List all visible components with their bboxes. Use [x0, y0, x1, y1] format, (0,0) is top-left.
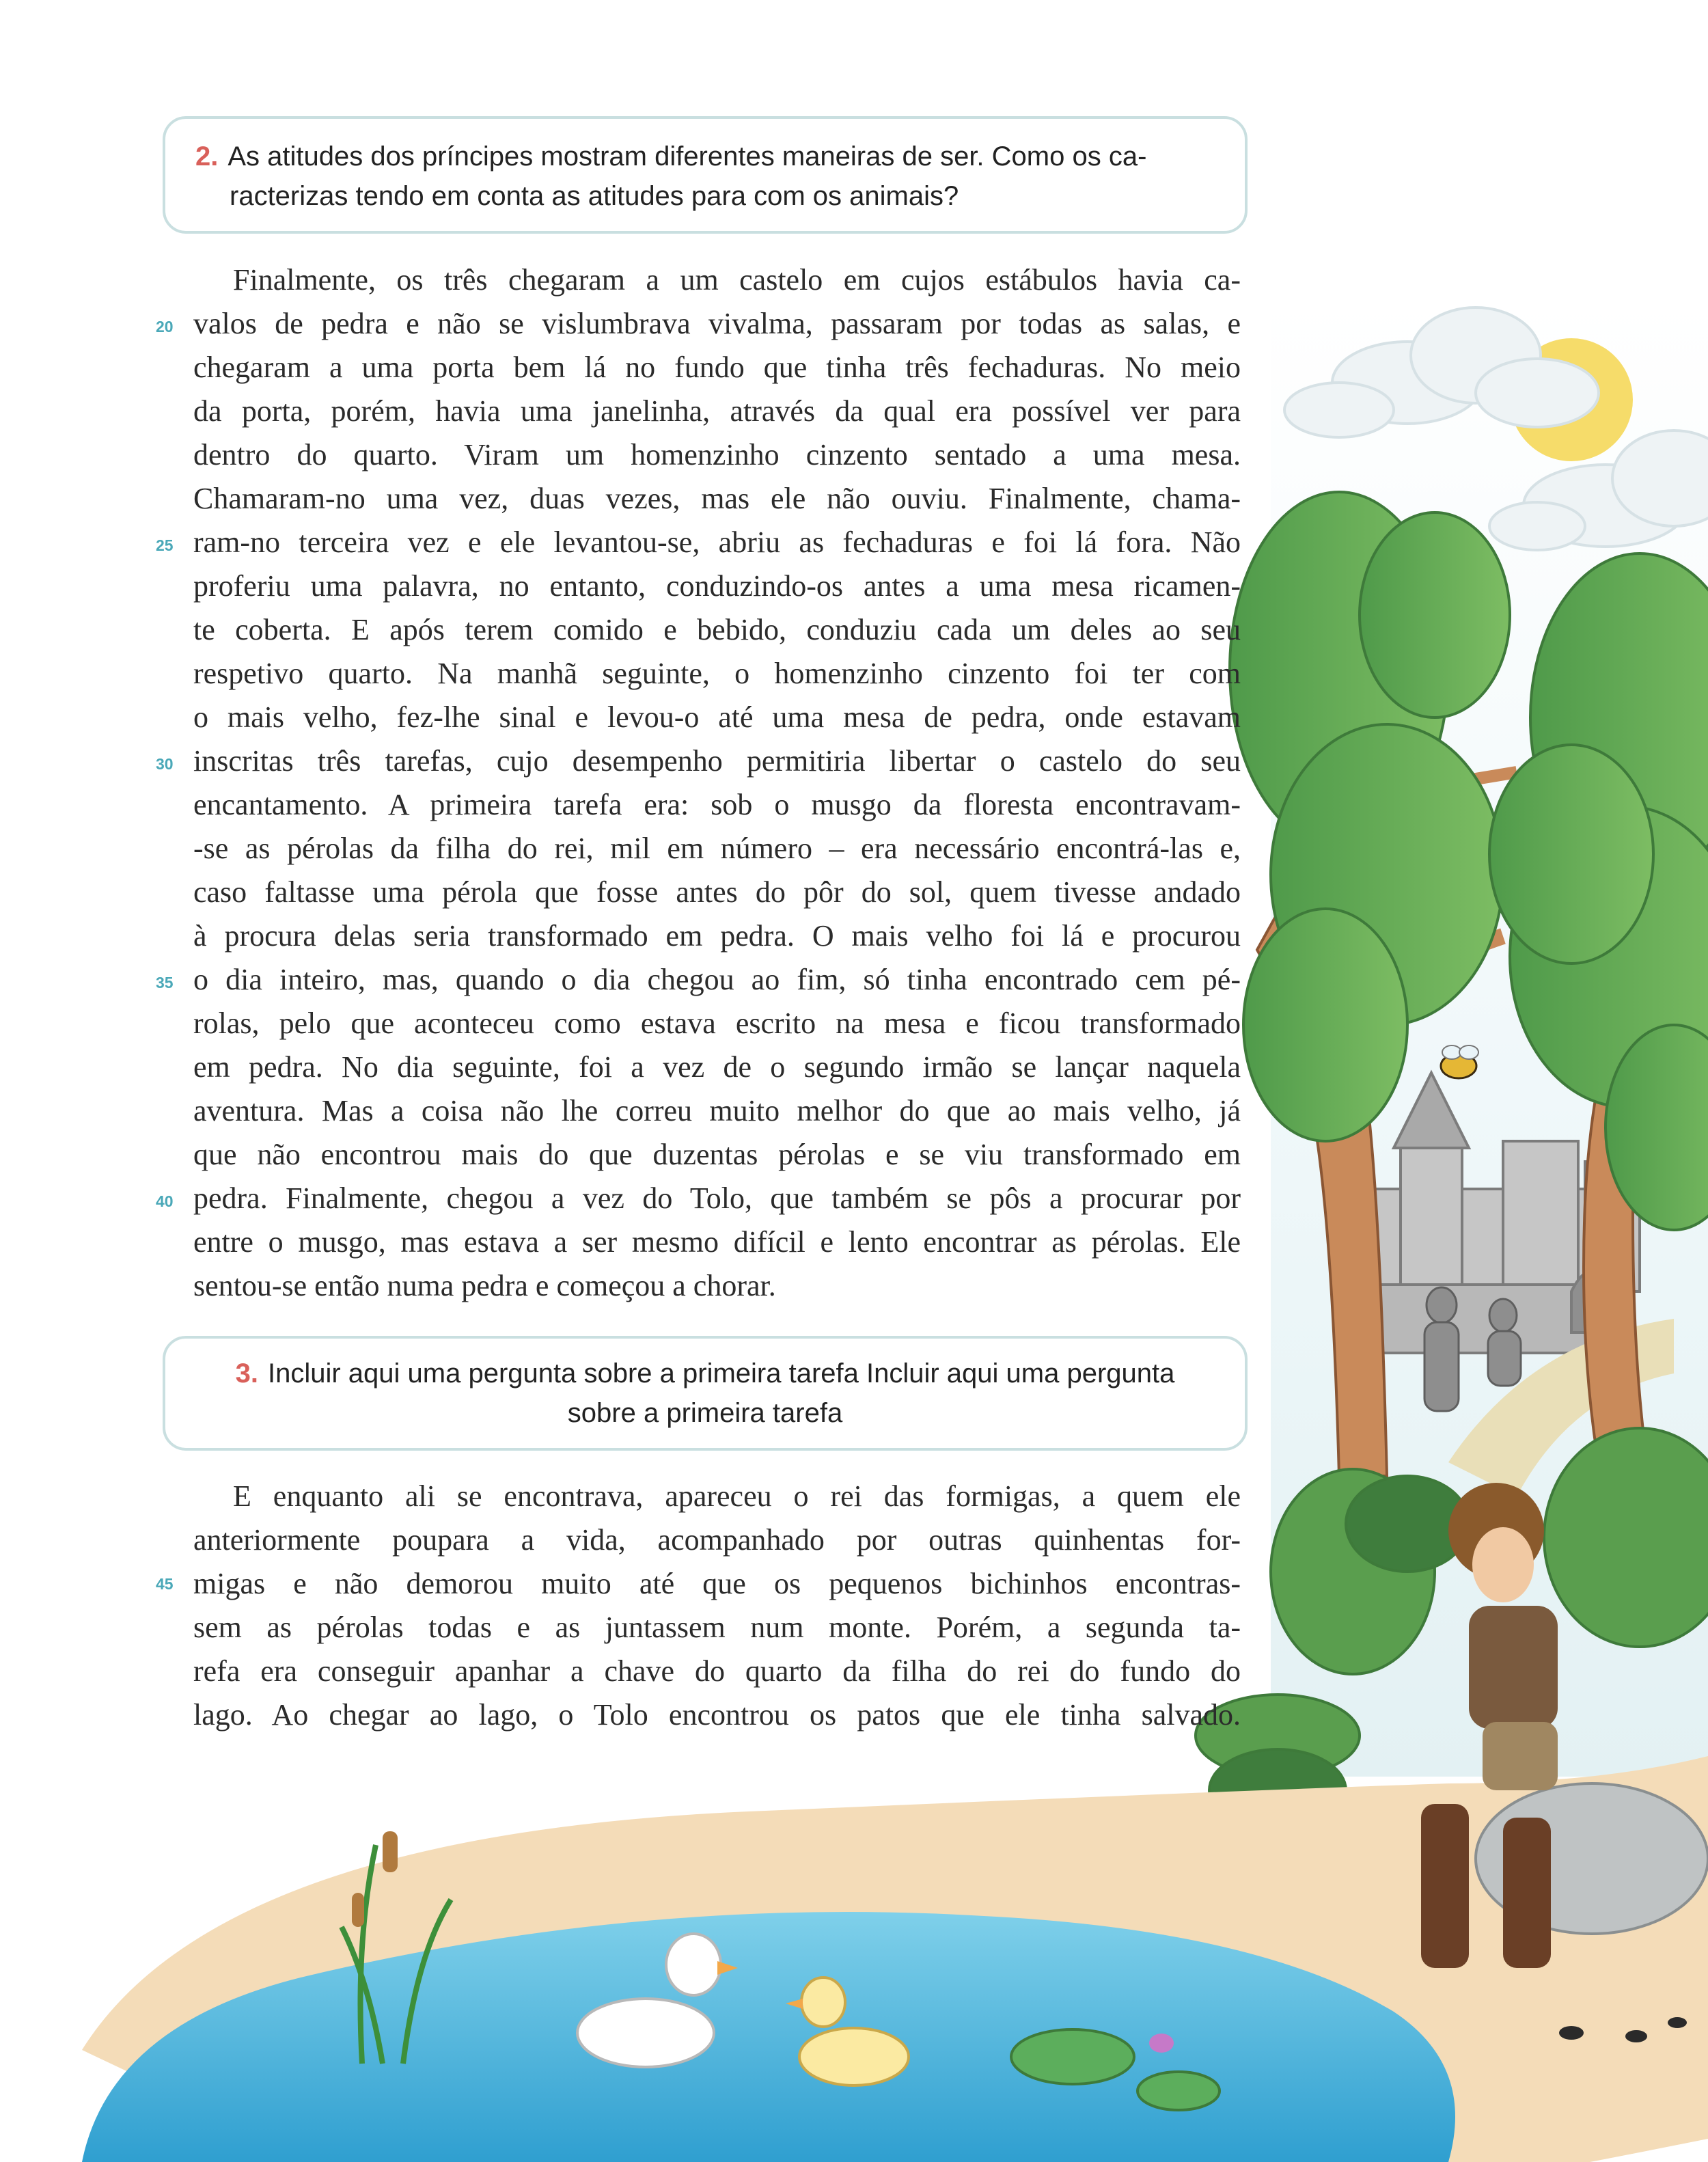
passage-line: entre o musgo, mas estava a ser mesmo difícil e lento encontrar as pérolas. Ele [193, 1225, 1241, 1259]
question-2-line-1 [195, 137, 1217, 176]
line-number-35: 35 [156, 974, 174, 991]
passage-line: sem as pérolas todas e as juntassem num monte. Porém, a segunda ta- [193, 1611, 1241, 1644]
passage-line: à procura delas seria transformado em pedra. O mais velho foi lá e procurou [193, 919, 1241, 953]
passage-line: inscritas três tarefas, cujo desempenho permitiria libertar o castelo do seu [193, 744, 1241, 778]
question-3-text-1: Incluir aqui uma pergunta sobre a primeira tarefa Incluir aqui uma pergunta [267, 1358, 1175, 1388]
line-number-45: 45 [156, 1575, 174, 1593]
passage-line: pedra. Finalmente, chegou a vez do Tolo, que também se pôs a procurar por [193, 1181, 1241, 1215]
passage-line: aventura. Mas a coisa não lhe correu muito melhor do que ao mais velho, já [193, 1094, 1241, 1127]
line-number-20: 20 [156, 318, 174, 336]
passage-line: respetivo quarto. Na manhã seguinte, o homenzinho cinzento foi ter com [193, 657, 1241, 690]
passage-line: -se as pérolas da filha do rei, mil em número – era necessário encontrá-las e, [193, 832, 1241, 865]
passage-line: o mais velho, fez-lhe sinal e levou-o até uma mesa de pedra, onde estavam [193, 700, 1241, 734]
passage-line: lago. Ao chegar ao lago, o Tolo encontrou os patos que ele tinha salvado. [193, 1698, 1241, 1732]
passage-line: E enquanto ali se encontrava, apareceu o rei das formigas, a quem ele [233, 1479, 1241, 1513]
question-2-box [163, 116, 1248, 234]
passage-line: que não encontrou mais do que duzentas pérolas e se viu transformado em [193, 1138, 1241, 1171]
passage-line: em pedra. No dia seguinte, foi a vez de o segundo irmão se lançar naquela [193, 1050, 1241, 1084]
question-2-text-1: As atitudes dos príncipes mostram diferentes maneiras de ser. Como os ca- [228, 141, 1147, 172]
line-number-25: 25 [156, 536, 174, 554]
passage-line: chegaram a uma porta bem lá no fundo que tinha três fechaduras. No meio [193, 351, 1241, 384]
passage-line: rolas, pelo que aconteceu como estava escrito na mesa e ficou transformado [193, 1007, 1241, 1040]
line-number-30: 30 [156, 755, 174, 773]
passage-line: valos de pedra e não se vislumbrava vivalma, passaram por todas as salas, e [193, 307, 1241, 340]
passage-line: ram-no terceira vez e ele levantou-se, abriu as fechaduras e foi lá fora. Não [193, 525, 1241, 559]
passage-line: sentou-se então numa pedra e começou a chorar. [193, 1269, 776, 1302]
passage-line: da porta, porém, havia uma janelinha, através da qual era possível ver para [193, 394, 1241, 428]
passage-line: encantamento. A primeira tarefa era: sob o musgo da floresta encontravam- [193, 788, 1241, 821]
question-3-line-2: sobre a primeira tarefa [567, 1398, 843, 1428]
passage-line: anteriormente poupara a vida, acompanhado por outras quinhentas for- [193, 1523, 1241, 1557]
passage-line: dentro do quarto. Viram um homenzinho cinzento sentado a uma mesa. [193, 438, 1241, 471]
passage-line: caso faltasse uma pérola que fosse antes do pôr do sol, quem tivesse andado [193, 875, 1241, 909]
passage-1 [193, 258, 1241, 1308]
passage-2 [193, 1475, 1241, 1737]
lotus-flower [1149, 2034, 1174, 2053]
question-2-number: 2. [195, 141, 219, 172]
passage-line: refa era conseguir apanhar a chave do quarto da filha do rei do fundo do [193, 1654, 1241, 1688]
passage-line: proferiu uma palavra, no entanto, conduzindo-os antes a uma mesa ricamen- [193, 569, 1241, 603]
question-2-line-2: racterizas tendo em conta as atitudes para com os animais? [230, 181, 959, 211]
question-3-number: 3. [235, 1358, 258, 1388]
bee-icon [1441, 1045, 1478, 1078]
passage-line: o dia inteiro, mas, quando o dia chegou ao fim, só tinha encontrado cem pé- [193, 963, 1241, 996]
passage-line: Finalmente, os três chegaram a um castelo em cujos estábulos havia ca- [233, 263, 1241, 297]
passage-line: te coberta. E após terem comido e bebido, conduziu cada um deles ao seu [193, 613, 1241, 646]
passage-line: migas e não demorou muito até que os pequenos bichinhos encontras- [193, 1567, 1241, 1600]
question-3-line-1 [193, 1354, 1217, 1393]
line-number-40: 40 [156, 1192, 174, 1210]
question-3-box [163, 1336, 1248, 1451]
passage-line: Chamaram-no uma vez, duas vezes, mas ele não ouviu. Finalmente, chama- [193, 482, 1241, 515]
